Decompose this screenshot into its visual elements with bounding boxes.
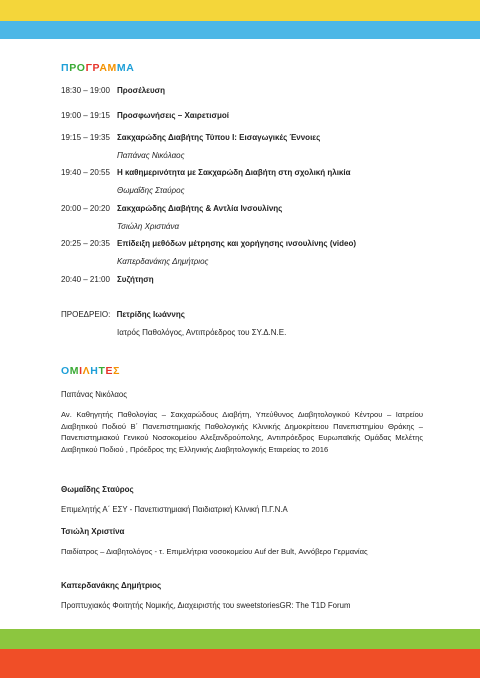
program-time: 18:30 – 19:00 — [61, 86, 110, 95]
program-title: Προσφωνήσεις – Χαιρετισμοί — [117, 111, 229, 120]
program-item — [61, 168, 351, 178]
chair-line — [61, 310, 185, 320]
program-item — [61, 111, 229, 121]
program-time: 20:40 – 21:00 — [61, 275, 110, 284]
top-yellow-stripe — [0, 0, 480, 21]
program-title: Προσέλευση — [117, 86, 165, 95]
bottom-red-stripe — [0, 649, 480, 678]
program-speaker: Θωμαΐδης Σταύρος — [117, 186, 185, 195]
speaker-name: Καπερδανάκης Δημήτριος — [61, 581, 162, 590]
program-heading: ΠΡΟΓΡΑΜΜΑ — [61, 62, 135, 74]
program-title: Η καθημερινότητα με Σακχαρώδη Διαβήτη στη σχολική ηλικία — [117, 168, 351, 177]
speaker-bio: Επιμελητής Α΄ ΕΣΥ - Πανεπιστημιακή Παιδιατρική Κλινική Π.Γ.Ν.Α — [61, 505, 288, 514]
top-blue-stripe — [0, 21, 480, 39]
speaker-bio: Παιδίατρος – Διαβητολόγος - τ. Επιμελήτρια νοσοκομείου Auf der Bult, Αννόβερο Γερμανίας — [61, 547, 368, 556]
program-time: 20:25 – 20:35 — [61, 239, 110, 248]
program-title: Επίδειξη μεθόδων μέτρησης και χορήγησης ινσουλίνης (video) — [117, 239, 357, 248]
program-item — [61, 239, 356, 249]
program-item — [61, 204, 282, 214]
program-time: 19:40 – 20:55 — [61, 168, 110, 177]
speaker-bio: Αν. Καθηγητής Παθολογίας – Σακχαρώδους Διαβήτη, Υπεύθυνος Διαβητολογικού Κέντρου – Ιατρείου Διαβητικού Ποδιού Β΄ Πανεπιστημιακής Παθολογικής Κλινικής Δημοκρίτειου Πανεπιστημίου Θράκης – Πανεπιστημιακού Γενικού Νοσοκομείου Αλεξανδρούπολης, Αντιπρόεδρος Ευρωπαϊκής Ομάδας Μελέτης Διαβητικού Ποδιού , Πρόεδρος της Ελληνικής Διαβητολογικής Εταιρείας το 2016 — [61, 410, 423, 454]
chair-label: ΠΡΟΕΔΡΕΙΟ: — [61, 310, 111, 319]
program-item — [61, 86, 165, 96]
program-time: 20:00 – 20:20 — [61, 204, 110, 213]
chair-role: Ιατρός Παθολόγος, Αντιπρόεδρος του ΣΥ.Δ.Ν.Ε. — [117, 328, 287, 337]
program-speaker: Τσιώλη Χριστιάνα — [117, 222, 180, 231]
program-item — [61, 275, 154, 285]
speakers-heading: ΟΜΙΛΗΤΕΣ — [61, 365, 120, 377]
speaker-name: Παπάνας Νικόλαος — [61, 390, 127, 399]
program-speaker: Παπάνας Νικόλαος — [117, 151, 185, 160]
program-time: 19:15 – 19:35 — [61, 133, 110, 142]
program-speaker: Καπερδανάκης Δημήτριος — [117, 257, 209, 266]
speaker-name: Θωμαΐδης Σταύρος — [61, 485, 134, 494]
bottom-green-stripe — [0, 629, 480, 649]
program-title: Σακχαρώδης Διαβήτης Τύπου Ι: Εισαγωγικές Έννοιες — [117, 133, 321, 142]
speaker-name: Τσιώλη Χριστίνα — [61, 527, 125, 536]
program-time: 19:00 – 19:15 — [61, 111, 110, 120]
program-title: Συζήτηση — [117, 275, 154, 284]
program-title: Σακχαρώδης Διαβήτης & Αντλία Ινσουλίνης — [117, 204, 283, 213]
speaker-bio: Προπτυχιακός Φοιτητής Νομικής, Διαχειριστής του sweetstoriesGR: The T1D Forum — [61, 601, 351, 610]
chair-name: Πετρίδης Ιωάννης — [116, 310, 185, 319]
program-item — [61, 133, 320, 143]
